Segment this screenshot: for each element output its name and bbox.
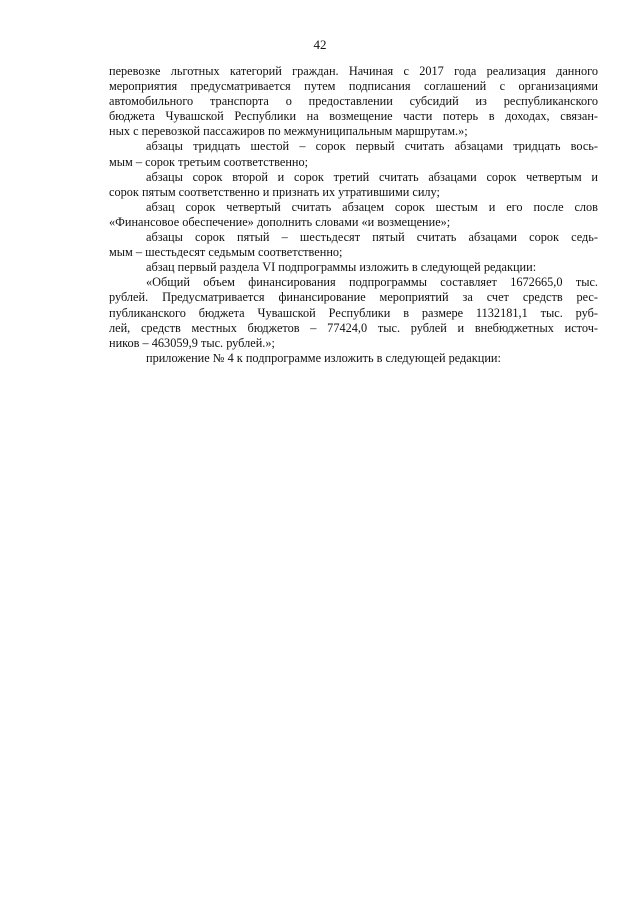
text-line: приложение № 4 к подпрограмме изложить в следующей редакции: — [146, 350, 501, 365]
text-line: абзац первый раздела VI подпрограммы изложить в следующей редакции: — [146, 260, 537, 275]
text-line: перевозке льготных категорий граждан. Начиная с 2017 года реализация данного — [109, 64, 598, 78]
text-line: мым – шестьдесят седьмым соответственно; — [109, 245, 343, 260]
page-number: 42 — [313, 37, 327, 52]
text-line: ников – 463059,9 тыс. рублей.»; — [109, 335, 275, 350]
text-line: «Финансовое обеспечение» дополнить словами «и возмещение»; — [109, 214, 451, 229]
text-line: абзацы сорок второй и сорок третий считать абзацами сорок четвертым и — [146, 169, 598, 184]
body-text — [109, 64, 598, 366]
text-line: бюджета Чувашской Республики на возмещение части потерь в доходах, связан- — [109, 109, 598, 124]
text-line: абзацы тридцать шестой – сорок первый считать абзацами тридцать вось- — [146, 139, 598, 154]
text-line: автомобильного транспорта о предоставлении субсидий из республиканского — [109, 94, 598, 109]
text-line: мым – сорок третьим соответственно; — [109, 154, 309, 169]
text-line: публиканского бюджета Чувашской Республики в размере 1132181,1 тыс. руб- — [109, 305, 598, 320]
text-line: мероприятия предусматривается путем подписания соглашений с организациями — [109, 79, 598, 94]
text-line: сорок пятым соответственно и признать их утратившими силу; — [109, 184, 440, 199]
text-line: «Общий объем финансирования подпрограммы составляет 1672665,0 тыс. — [146, 275, 598, 290]
text-line: абзац сорок четвертый считать абзацем сорок шестым и его после слов — [146, 199, 598, 214]
text-line: лей, средств местных бюджетов – 77424,0 тыс. рублей и внебюджетных источ- — [109, 320, 598, 335]
text-line: абзацы сорок пятый – шестьдесят пятый считать абзацами сорок седь- — [146, 230, 598, 245]
text-line: ных с перевозкой пассажиров по межмуниципальным маршрутам.»; — [109, 124, 468, 139]
text-line: рублей. Предусматривается финансирование мероприятий за счет средств рес- — [109, 290, 598, 305]
